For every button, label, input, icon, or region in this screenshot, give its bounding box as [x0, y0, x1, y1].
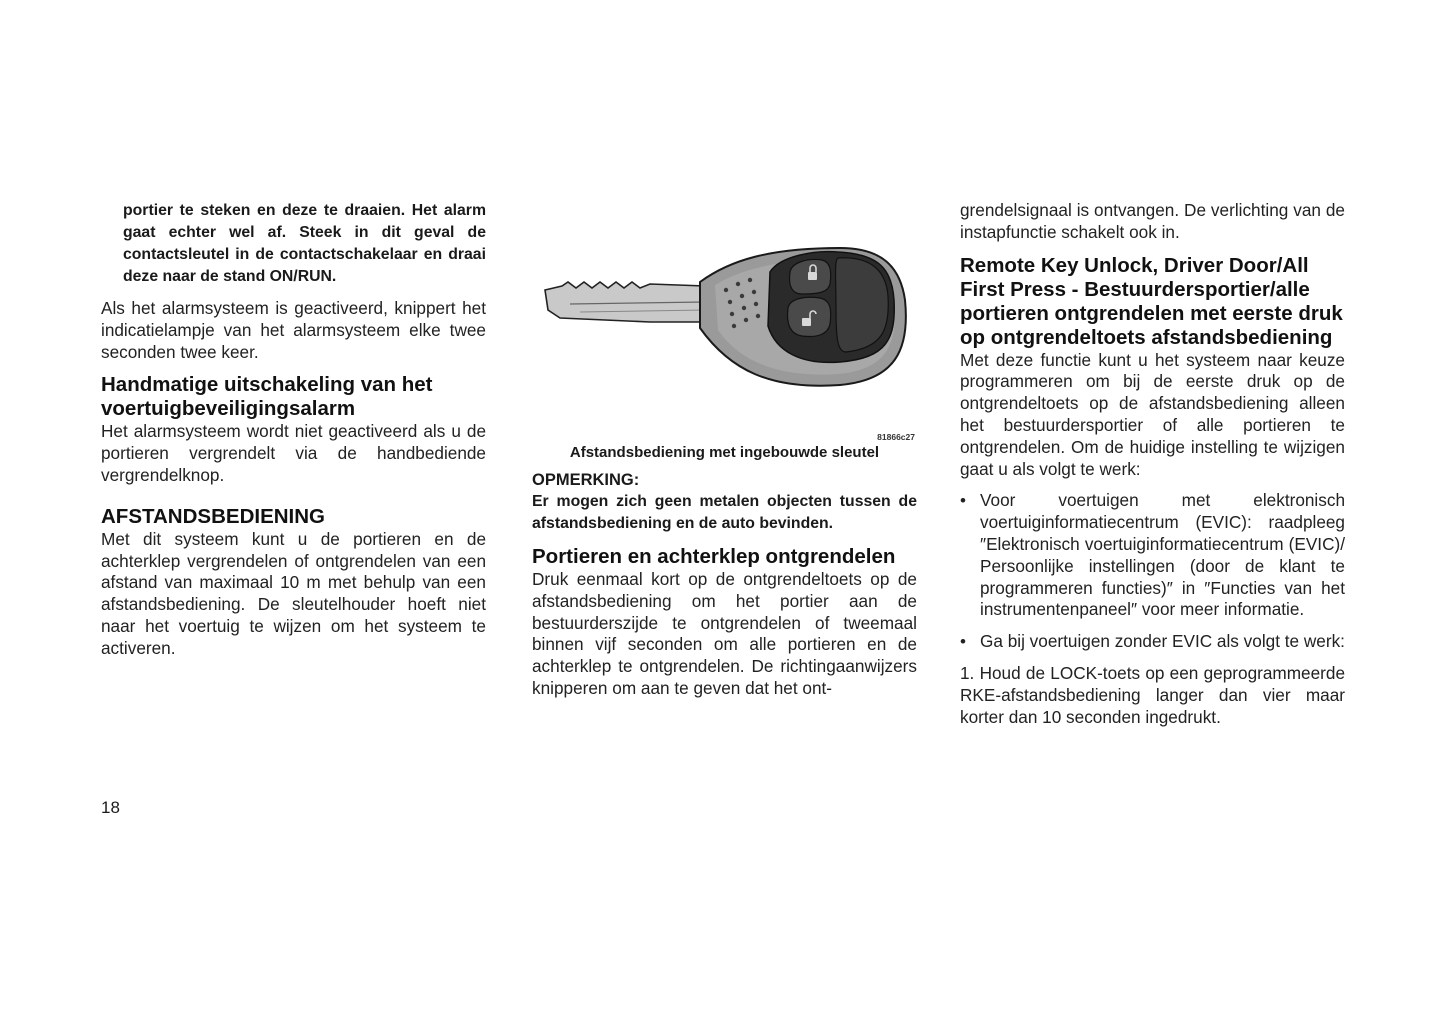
figure-caption: Afstandsbediening met ingebouwde sleutel	[569, 444, 880, 461]
unlock-paragraph: Druk eenmaal kort op de ontgrendeltoets op de afstandsbediening om het portier aan de bestuurderszijde te ontgrendelen of tweemaal binnen vijf seconden om alle portieren en de achterklep te ontgrendelen. De richtingaanwijzers knipperen om aan te geven dat het ont-	[532, 569, 917, 698]
right-column	[960, 200, 1345, 728]
key-fob-figure	[540, 230, 915, 442]
manual-disarm-paragraph: Het alarmsysteem wordt niet geactiveerd als u de portieren vergrendelt via de handbediende vergrendelknop.	[101, 421, 486, 485]
left-column	[101, 200, 486, 660]
middle-column	[532, 433, 917, 700]
rke-heading: Remote Key Unlock, Driver Door/All First Press - Bestuurdersportier/alle portieren ontgrendelen met eerste druk op ontgrendeltoets afstandsbediening	[960, 253, 1343, 349]
remote-section-heading: AFSTANDSBEDIENING	[101, 504, 325, 528]
key-fob-illustration	[540, 230, 915, 425]
figure-code: 81866c27	[877, 432, 915, 442]
warning-continuation: portier te steken en deze te draaien. Het alarm gaat echter wel af. Steek in dit geval de contactsleutel in de contactschakelaar en draai deze naar de stand ON/RUN.	[123, 202, 486, 285]
note-title: OPMERKING:	[532, 471, 640, 489]
manual-disarm-heading: Handmatige uitschakeling van het voertuigbeveiligingsalarm	[101, 373, 433, 421]
unlock-heading: Portieren en achterklep ontgrendelen	[532, 545, 896, 568]
step-one: 1. Houd de LOCK-toets op een geprogrammeerde RKE-afstandsbediening langer dan vier maar korter dan 10 seconden ingedrukt.	[960, 662, 1345, 727]
unlock-button-icon	[788, 297, 831, 336]
list-item	[960, 490, 1345, 621]
note-text: Er mogen zich geen metalen objecten tussen de afstandsbediening en de auto bevinden.	[532, 493, 917, 532]
list-item	[960, 631, 1345, 653]
bullet-icon: •	[960, 632, 966, 652]
continued-paragraph: grendelsignaal is ontvangen. De verlichting van de instapfunctie schakelt ook in.	[960, 200, 1345, 242]
rke-paragraph: Met deze functie kunt u het systeem naar keuze programmeren om bij de eerste druk op de ontgrendeltoets op de afstandsbediening alleen het bestuurdersportier of alle portieren te ontgrendelen. Om de huidige instelling te wijzigen gaat u als volgt te werk:	[960, 349, 1345, 479]
bullet-no-evic: Ga bij voertuigen zonder EVIC als volgt te werk:	[980, 631, 1345, 652]
bullet-evic: Voor voertuigen met elektronisch voertuiginformatiecentrum (EVIC): raadpleeg ″Elektronisch voertuiginformatiecentrum (EVIC)/ Persoonlijke instellingen (door de klant te programmeren functies)″ in ″Functies van het instrumentenpaneel″ voor meer informatie.	[980, 490, 1345, 620]
page-number: 18	[101, 798, 120, 817]
remote-section-paragraph: Met dit systeem kunt u de portieren en de achterklep vergrendelen of ontgrendelen van een afstand van maximaal 10 m met behulp van een afstandsbediening. De sleutelhouder hoeft niet naar het voertuig te wijzen om het systeem te activeren.	[101, 528, 486, 658]
alarm-indicator-paragraph: Als het alarmsysteem is geactiveerd, knippert het indicatielampje van het alarmsysteem elke twee seconden twee keer.	[101, 298, 486, 362]
bullet-icon: •	[960, 491, 966, 511]
